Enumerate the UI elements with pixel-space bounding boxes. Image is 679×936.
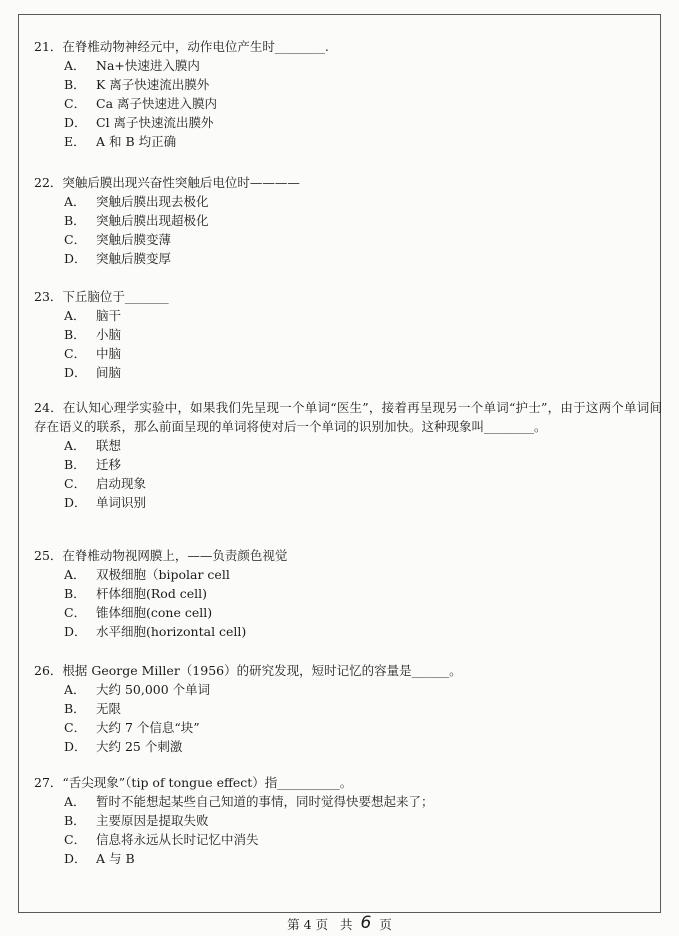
question-23 xyxy=(34,287,664,382)
answer-blank: ________ xyxy=(484,419,535,434)
option: A． Na+快速进入膜内 xyxy=(64,58,200,73)
page-number: 第 4 页 xyxy=(287,917,329,932)
question-stem: 24．在认知心理学实验中，如果我们先呈现一个单词“医生”，接着再呈现另一个单词“护士”，由于这两个单词间存在语义的联系，那么前面呈现的单词将使对后一个单词的识别加快。这种现象叫________。 xyxy=(34,400,662,434)
question-stem: 27．“舌尖现象”（tip of tongue effect）指__________。 xyxy=(34,775,353,790)
options-list xyxy=(34,680,664,756)
option: D． 水平细胞(horizontal cell) xyxy=(64,624,247,639)
option: C． 突触后膜变薄 xyxy=(64,232,172,247)
options-list xyxy=(34,306,664,382)
option: A． 大约 50,000 个单词 xyxy=(64,682,211,697)
page-footer xyxy=(0,915,679,934)
option: B． 主要原因是提取失败 xyxy=(64,813,209,828)
option: C． 锥体细胞(cone cell) xyxy=(64,605,213,620)
option: A． 暂时不能想起某些自己知道的事情，同时觉得快要想起来了； xyxy=(64,794,434,809)
question-24 xyxy=(34,398,664,512)
option: E． A 和 B 均正确 xyxy=(64,134,177,149)
question-stem: 21．在脊椎动物神经元中，动作电位产生时________. xyxy=(34,39,329,54)
answer-blank: ______ xyxy=(411,663,450,678)
options-list xyxy=(34,56,664,151)
option: D． Cl 离子快速流出膜外 xyxy=(64,115,214,130)
option: C． 信息将永远从长时记忆中消失 xyxy=(64,832,259,847)
option: C． 大约 7 个信息“块” xyxy=(64,720,200,735)
option: A． 脑干 xyxy=(64,308,122,323)
question-stem: 22．突触后膜出现兴奋性突触后电位时———— xyxy=(34,175,300,190)
question-22 xyxy=(34,173,664,268)
question-stem: 25．在脊椎动物视网膜上，——负责颜色视觉 xyxy=(34,548,288,563)
option: D． 突触后膜变厚 xyxy=(64,251,172,266)
question-21 xyxy=(34,37,664,151)
option: B． 杆体细胞(Rod cell) xyxy=(64,586,208,601)
option: B． K 离子快速流出膜外 xyxy=(64,77,210,92)
answer-blank: ________ xyxy=(274,39,325,54)
option: B． 无限 xyxy=(64,701,122,716)
option: B． 小脑 xyxy=(64,327,122,342)
option: C． 启动现象 xyxy=(64,476,147,491)
question-25 xyxy=(34,546,664,641)
question-27 xyxy=(34,773,664,868)
option: B． 突触后膜出现超极化 xyxy=(64,213,209,228)
total-pages-handwritten: 6 xyxy=(360,913,372,933)
option: B． 迁移 xyxy=(64,457,122,472)
option: D． 单词识别 xyxy=(64,495,147,510)
question-stem: 23．下丘脑位于_______ xyxy=(34,289,169,304)
option: A． 双极细胞（bipolar cell xyxy=(64,567,230,582)
options-list xyxy=(34,792,664,868)
option: D． A 与 B xyxy=(64,851,135,866)
option: A． 联想 xyxy=(64,438,122,453)
option: C． 中脑 xyxy=(64,346,122,361)
question-26 xyxy=(34,661,664,756)
answer-blank: __________ xyxy=(277,775,340,790)
total-pages-suffix: 页 xyxy=(379,917,392,932)
option: D． 大约 25 个刺激 xyxy=(64,739,183,754)
options-list xyxy=(34,565,664,641)
option: C． Ca 离子快速进入膜内 xyxy=(64,96,217,111)
answer-blank: _______ xyxy=(124,289,169,304)
total-pages-label: 共 xyxy=(340,917,353,932)
question-stem: 26．根据 George Miller（1956）的研究发现，短时记忆的容量是______。 xyxy=(34,663,462,678)
option: A． 突触后膜出现去极化 xyxy=(64,194,209,209)
option: D． 间脑 xyxy=(64,365,122,380)
options-list xyxy=(34,192,664,268)
options-list xyxy=(34,436,664,512)
